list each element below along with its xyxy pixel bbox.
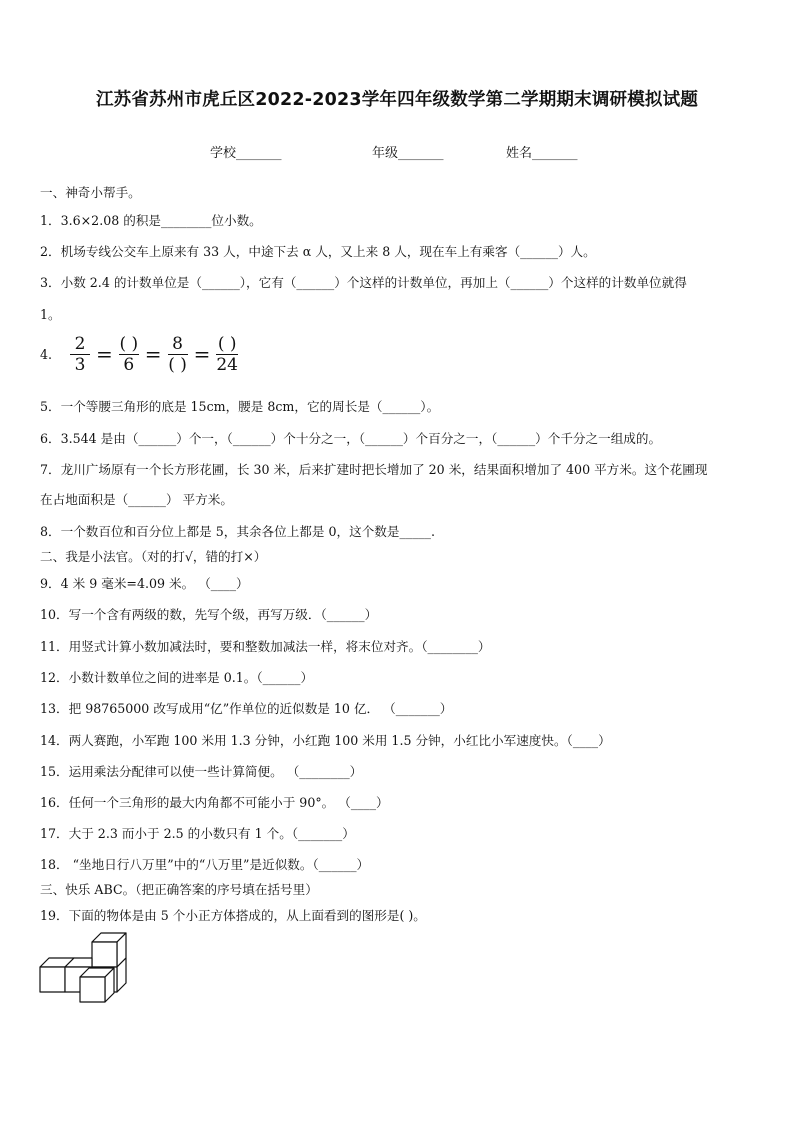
question-18: 18． “坐地日行八万里”中的“八万里”是近似数。（______） — [40, 857, 370, 872]
question-13: 13．把 98765000 改写成用“亿”作单位的近似数是 10 亿． （_______） — [40, 701, 453, 716]
question-2: 2．机场专线公交车上原来有 33 人，中途下去 α 人，又上来 8 人，现在车上有乘客（______）人。 — [40, 244, 596, 259]
question-7: 7．龙川广场原有一个长方形花圃，长 30 米，后来扩建时把长增加了 20 米，结果面积增加了 400 平方米。这个花圃现 — [40, 462, 708, 477]
fraction-4-numerator: ( ) — [217, 333, 237, 354]
page-title: 江苏省苏州市虎丘区2022-2023学年四年级数学第二学期期末调研模拟试题 — [95, 90, 699, 110]
fraction-4 — [216, 335, 238, 374]
section-heading-1: 一、神奇小帮手。 — [40, 185, 141, 200]
fraction-2 — [119, 335, 139, 374]
fraction-2-numerator: ( ) — [119, 333, 139, 354]
grade-field: 年级_______ — [372, 146, 444, 161]
school-field: 学校_______ — [210, 146, 282, 161]
question-12: 12．小数计数单位之间的进率是 0.1。（______） — [40, 670, 314, 685]
equals-sign: = — [144, 342, 162, 366]
question-16: 16．任何一个三角形的最大内角都不可能小于 90°。 （____） — [40, 795, 389, 810]
question-8: 8．一个数百位和百分位上都是 5，其余各位上都是 0，这个数是_____. — [40, 524, 435, 539]
question-19: 19．下面的物体是由 5 个小正方体搭成的，从上面看到的图形是( )。 — [40, 908, 426, 923]
question-17: 17．大于 2.3 而小于 2.5 的小数只有 1 个。（_______） — [40, 826, 355, 841]
fraction-3-denominator: ( ) — [168, 354, 187, 375]
question-7-continuation: 在占地面积是（______） 平方米。 — [40, 492, 233, 507]
section-heading-2: 二、我是小法官。（对的打√，错的打×） — [40, 549, 267, 564]
fraction-1-denominator: 3 — [74, 354, 86, 375]
question-14: 14．两人赛跑，小军跑 100 米用 1.3 分钟，小红跑 100 米用 1.5 分钟，小红比小军速度快。（____） — [40, 733, 611, 748]
fraction-1-numerator: 2 — [74, 333, 86, 354]
question-10: 10．写一个含有两级的数，先写个级，再写万级．（______） — [40, 607, 378, 622]
equals-sign: = — [96, 342, 113, 366]
fraction-1 — [70, 335, 90, 374]
fraction-4-denominator: 24 — [216, 354, 238, 375]
fraction-3-numerator: 8 — [172, 333, 183, 354]
question-6: 6．3.544 是由（______）个一，（______）个十分之一，（______）个百分之一，（______）个千分之一组成的。 — [40, 431, 662, 446]
question-11: 11．用竖式计算小数加减法时，要和整数加减法一样，将末位对齐。（________） — [40, 639, 491, 654]
section-heading-3: 三、快乐 ABC。（把正确答案的序号填在括号里） — [40, 882, 318, 897]
fraction-3 — [168, 335, 188, 374]
question-3-continuation: 1。 — [40, 307, 61, 322]
cube-stack-figure — [38, 932, 134, 1008]
question-15: 15．运用乘法分配律可以使一些计算简便。 （________） — [40, 764, 363, 779]
question-9: 9．4 米 9 毫米=4.09 米。 （____） — [40, 576, 249, 591]
question-4 — [40, 333, 242, 375]
question-4-label: 4. — [40, 346, 53, 362]
question-5: 5．一个等腰三角形的底是 15cm，腰是 8cm，它的周长是（______）。 — [40, 399, 440, 414]
name-field: 姓名_______ — [506, 146, 578, 161]
question-3: 3．小数 2.4 的计数单位是（______），它有（______）个这样的计数单位，再加上（______）个这样的计数单位就得 — [40, 275, 687, 290]
question-1: 1．3.6×2.08 的积是________位小数。 — [40, 213, 262, 228]
equals-sign: = — [193, 342, 211, 366]
fraction-2-denominator: 6 — [123, 354, 135, 375]
